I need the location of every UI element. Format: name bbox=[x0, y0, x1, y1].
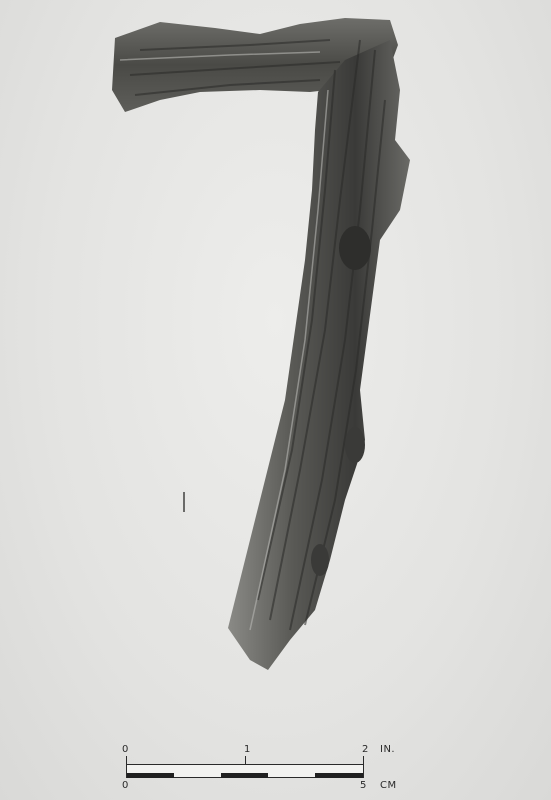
scale-cm-unit: CM bbox=[380, 780, 397, 791]
scale-cm-label-5: 5 bbox=[360, 780, 367, 791]
scale-cm-label-0: 0 bbox=[122, 780, 129, 791]
scale-tick bbox=[363, 756, 364, 764]
scale-tick bbox=[245, 756, 246, 764]
scale-inch-unit: IN. bbox=[380, 744, 396, 755]
scale-segment bbox=[221, 773, 268, 778]
scale-segment bbox=[127, 773, 174, 778]
scale-bar-graphic bbox=[126, 764, 364, 778]
scale-tick bbox=[126, 756, 127, 764]
scale-inch-label-1: 1 bbox=[244, 744, 251, 755]
scale-bar bbox=[118, 744, 397, 794]
scale-inch-label-0: 0 bbox=[122, 744, 129, 755]
scale-segment bbox=[315, 773, 363, 778]
scale-inch-label-2: 2 bbox=[362, 744, 369, 755]
